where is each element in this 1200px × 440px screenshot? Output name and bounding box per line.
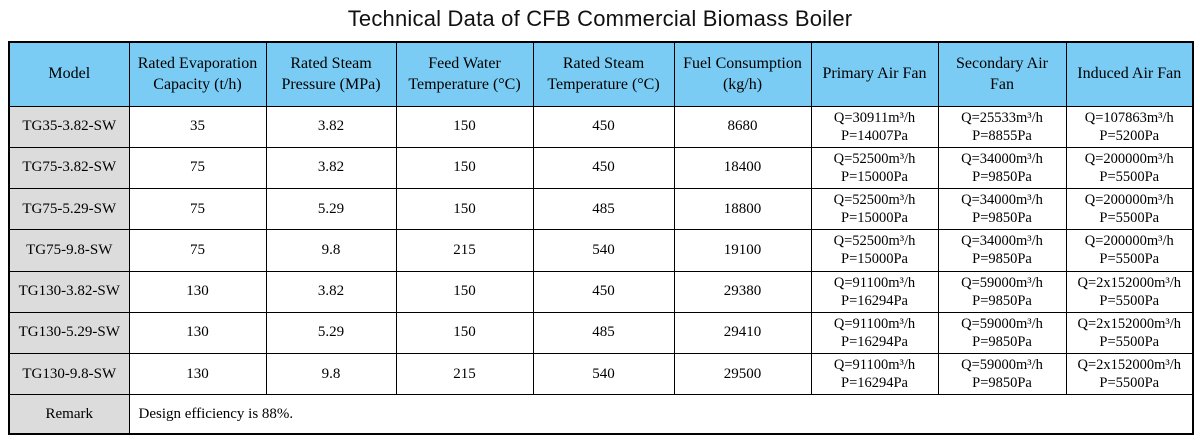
primary-fan-cell — [811, 354, 938, 395]
fan-flow-value: Q=200000m³/h — [1084, 233, 1174, 250]
secondary-fan-cell — [938, 312, 1066, 353]
fan-flow-value: Q=59000m³/h — [961, 274, 1043, 291]
col-header-fuel-consumption: Fuel Consumption (kg/h) — [674, 42, 811, 106]
col-header-evaporation-capacity: Rated Evaporation Capacity (t/h) — [129, 42, 266, 106]
fan-flow-value: Q=34000m³/h — [961, 150, 1043, 167]
remark-text-cell: Design efficiency is 88%. — [129, 395, 1193, 434]
fan-flow-value: Q=200000m³/h — [1084, 192, 1174, 208]
fan-flow-value: Q=59000m³/h — [961, 357, 1043, 373]
model-cell: TG130-3.82-SW — [9, 271, 129, 312]
table-row — [9, 106, 1193, 147]
fan-pressure-value: P=15000Pa — [841, 251, 908, 268]
fan-pressure-value: P=5500Pa — [1099, 210, 1160, 227]
pressure-cell: 9.8 — [266, 230, 396, 271]
fuel-cell: 8680 — [674, 106, 811, 147]
col-header-induced-air-fan: Induced Air Fan — [1066, 42, 1193, 106]
fuel-cell: 18400 — [674, 147, 811, 188]
fan-pressure-value: P=15000Pa — [841, 210, 908, 227]
capacity-cell: 75 — [129, 189, 266, 230]
fuel-cell: 29380 — [674, 271, 811, 312]
fan-flow-value: Q=200000m³/h — [1084, 150, 1174, 167]
feed-water-temp-cell: 150 — [396, 312, 533, 353]
pressure-cell: 9.8 — [266, 354, 396, 395]
induced-fan-cell — [1066, 312, 1193, 353]
model-cell: TG75-5.29-SW — [9, 189, 129, 230]
remark-row — [9, 395, 1193, 434]
model-cell: TG130-9.8-SW — [9, 354, 129, 395]
model-cell: TG75-9.8-SW — [9, 230, 129, 271]
steam-temp-cell: 485 — [533, 312, 674, 353]
fan-pressure-value: P=9850Pa — [972, 333, 1032, 350]
pressure-cell: 3.82 — [266, 147, 396, 188]
fan-pressure-value: P=9850Pa — [972, 168, 1032, 185]
model-cell: TG75-3.82-SW — [9, 147, 129, 188]
table-row — [9, 271, 1193, 312]
model-cell: TG130-5.29-SW — [9, 312, 129, 353]
table-row — [9, 230, 1193, 271]
primary-fan-cell — [811, 106, 938, 147]
feed-water-temp-cell: 150 — [396, 189, 533, 230]
fan-flow-value: Q=52500m³/h — [833, 233, 916, 250]
primary-fan-cell — [811, 230, 938, 271]
table-row — [9, 354, 1193, 395]
fan-pressure-value: P=9850Pa — [972, 210, 1032, 227]
fan-pressure-value: P=5500Pa — [1099, 168, 1160, 185]
fan-pressure-value: P=15000Pa — [841, 168, 908, 185]
fuel-cell: 29410 — [674, 312, 811, 353]
primary-fan-cell — [811, 147, 938, 188]
fan-flow-value: Q=59000m³/h — [961, 315, 1043, 332]
table-row — [9, 189, 1193, 230]
fan-pressure-value: P=8855Pa — [972, 127, 1032, 144]
secondary-fan-cell — [938, 354, 1066, 395]
secondary-fan-cell — [938, 147, 1066, 188]
fan-pressure-value: P=5500Pa — [1099, 375, 1160, 392]
fan-pressure-value: P=5500Pa — [1099, 333, 1160, 350]
fan-pressure-value: P=5200Pa — [1099, 127, 1160, 144]
capacity-cell: 130 — [129, 271, 266, 312]
induced-fan-cell — [1066, 189, 1193, 230]
steam-temp-cell: 540 — [533, 354, 674, 395]
fan-pressure-value: P=5500Pa — [1099, 251, 1160, 268]
feed-water-temp-cell: 150 — [396, 147, 533, 188]
secondary-fan-cell — [938, 106, 1066, 147]
fan-pressure-value: P=9850Pa — [972, 251, 1032, 268]
capacity-cell: 130 — [129, 312, 266, 353]
fan-flow-value: Q=30911m³/h — [833, 109, 916, 126]
fan-pressure-value: P=16294Pa — [841, 333, 908, 350]
feed-water-temp-cell: 150 — [396, 271, 533, 312]
boiler-spec-table — [8, 41, 1194, 435]
steam-temp-cell: 450 — [533, 147, 674, 188]
capacity-cell: 75 — [129, 147, 266, 188]
fan-flow-value: Q=107863m³/h — [1084, 109, 1174, 126]
fan-pressure-value: P=16294Pa — [841, 375, 908, 392]
feed-water-temp-cell: 215 — [396, 230, 533, 271]
induced-fan-cell — [1066, 106, 1193, 147]
pressure-cell: 5.29 — [266, 189, 396, 230]
table-header — [9, 42, 1193, 106]
page-title: Technical Data of CFB Commercial Biomass Boiler — [347, 6, 853, 31]
steam-temp-cell: 540 — [533, 230, 674, 271]
fan-flow-value: Q=2x152000m³/h — [1077, 315, 1182, 332]
pressure-cell: 3.82 — [266, 271, 396, 312]
secondary-fan-cell — [938, 271, 1066, 312]
fan-pressure-value: P=14007Pa — [841, 127, 908, 144]
induced-fan-cell — [1066, 271, 1193, 312]
col-header-secondary-air-fan: Secondary Air Fan — [938, 42, 1066, 106]
fan-flow-value: Q=34000m³/h — [961, 192, 1043, 208]
fan-flow-value: Q=34000m³/h — [961, 233, 1043, 250]
fan-flow-value: Q=2x152000m³/h — [1077, 357, 1182, 373]
fuel-cell: 18800 — [674, 189, 811, 230]
capacity-cell: 35 — [129, 106, 266, 147]
secondary-fan-cell — [938, 230, 1066, 271]
fan-pressure-value: P=9850Pa — [972, 375, 1032, 392]
table-body — [9, 106, 1193, 434]
fan-flow-value: Q=91100m³/h — [833, 274, 916, 291]
fuel-cell: 29500 — [674, 354, 811, 395]
primary-fan-cell — [811, 271, 938, 312]
col-header-steam-pressure: Rated Steam Pressure (MPa) — [266, 42, 396, 106]
primary-fan-cell — [811, 312, 938, 353]
steam-temp-cell: 450 — [533, 106, 674, 147]
induced-fan-cell — [1066, 230, 1193, 271]
fan-pressure-value: P=5500Pa — [1099, 292, 1160, 309]
col-header-feed-water-temp: Feed Water Temperature (°C) — [396, 42, 533, 106]
fan-flow-value: Q=2x152000m³/h — [1077, 274, 1182, 291]
induced-fan-cell — [1066, 147, 1193, 188]
header-row — [9, 42, 1193, 106]
secondary-fan-cell — [938, 189, 1066, 230]
fan-pressure-value: P=16294Pa — [841, 292, 908, 309]
pressure-cell: 5.29 — [266, 312, 396, 353]
fan-flow-value: Q=52500m³/h — [833, 192, 916, 208]
fan-flow-value: Q=91100m³/h — [833, 357, 916, 373]
fan-pressure-value: P=9850Pa — [972, 292, 1032, 309]
capacity-cell: 130 — [129, 354, 266, 395]
steam-temp-cell: 450 — [533, 271, 674, 312]
col-header-model: Model — [9, 42, 129, 106]
steam-temp-cell: 485 — [533, 189, 674, 230]
model-cell: TG35-3.82-SW — [9, 106, 129, 147]
induced-fan-cell — [1066, 354, 1193, 395]
fan-flow-value: Q=25533m³/h — [961, 109, 1043, 126]
primary-fan-cell — [811, 189, 938, 230]
fan-flow-value: Q=91100m³/h — [833, 315, 916, 332]
remark-label-cell: Remark — [9, 395, 129, 434]
col-header-primary-air-fan: Primary Air Fan — [811, 42, 938, 106]
fuel-cell: 19100 — [674, 230, 811, 271]
table-row — [9, 147, 1193, 188]
pressure-cell: 3.82 — [266, 106, 396, 147]
capacity-cell: 75 — [129, 230, 266, 271]
feed-water-temp-cell: 150 — [396, 106, 533, 147]
table-row — [9, 312, 1193, 353]
feed-water-temp-cell: 215 — [396, 354, 533, 395]
fan-flow-value: Q=52500m³/h — [833, 150, 916, 167]
col-header-steam-temp: Rated Steam Temperature (°C) — [533, 42, 674, 106]
